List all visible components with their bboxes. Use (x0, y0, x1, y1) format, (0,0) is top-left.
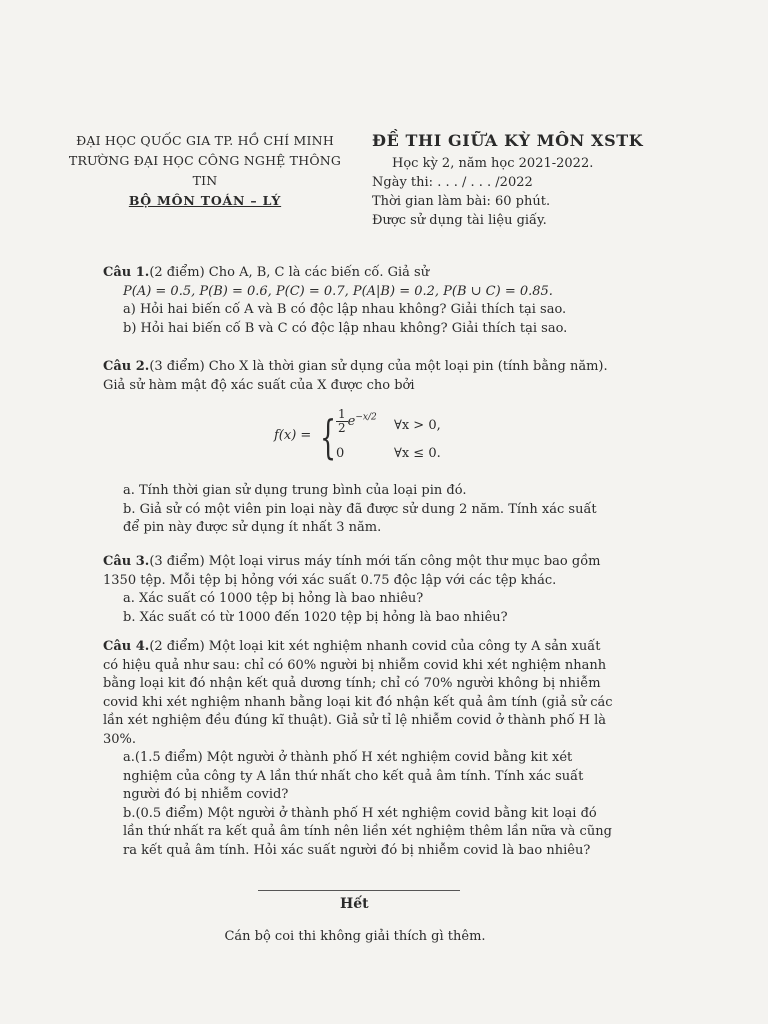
question-4-part-b: b.(0.5 điểm) Một người ở thành phố H xét nghiệm covid bằng kit loại đó lần thứ nhất ra kết quả âm tính nên liền xét nghiệm thêm lần nữa và cũng ra kết quả âm tính. Hỏi xác suất người đó bị nhiễm covid là bao nhiêu? (123, 805, 612, 858)
header-institution (60, 131, 350, 211)
question-1 (103, 264, 613, 338)
exam-title: ĐỀ THI GIỮA KỲ MÔN XSTK (372, 131, 644, 150)
question-2-part-a: a. Tính thời gian sử dụng trung bình của loại pin đó. (123, 483, 467, 498)
question-3-label: Câu 3. (103, 554, 150, 569)
question-3-intro: (3 điểm) Một loại virus máy tính mới tấn công một thư mục bao gồm 1350 tệp. Mỗi tệp bị hỏng với xác suất 0.75 độc lập với các tệp khác. (103, 554, 601, 588)
question-1-part-a: a) Hỏi hai biến cố A và B có độc lập nhau không? Giải thích tại sao. (123, 302, 567, 317)
formula-fraction (336, 408, 348, 435)
formula-case-2 (336, 446, 441, 461)
question-4 (103, 638, 613, 860)
question-3 (103, 553, 613, 627)
question-4-part-a: a.(1.5 điểm) Một người ở thành phố H xét nghiệm covid bằng kit xét nghiệm của công ty A lần thứ nhất cho kết quả âm tính. Tính xác suất người đó bị nhiễm covid? (123, 750, 584, 802)
question-3-part-a: a. Xác suất có 1000 tệp bị hỏng là bao nhiêu? (123, 591, 424, 606)
end-divider (258, 890, 460, 891)
question-1-intro: (2 điểm) Cho A, B, C là các biến cố. Giả sử (149, 265, 430, 280)
question-2-part-b: b. Giả sử có một viên pin loại này đã được sử dung 2 năm. Tính xác suất để pin này được sử dụng ít nhất 3 năm. (123, 501, 597, 535)
question-2 (103, 358, 613, 395)
exam-date: Ngày thi: . . . / . . . /2022 (372, 175, 533, 190)
formula-condition-1: ∀x > 0, (394, 418, 441, 433)
proctor-note: Cán bộ coi thi không giải thích gì thêm. (224, 929, 486, 944)
question-4-label: Câu 4. (103, 639, 150, 654)
header-exam-info (372, 130, 702, 230)
fraction-denominator: 2 (338, 421, 346, 435)
question-3-part-b: b. Xác suất có từ 1000 đến 1020 tệp bị hỏng là bao nhiêu? (123, 609, 508, 625)
exam-duration: Thời gian làm bài: 60 phút. (372, 194, 551, 209)
formula-exp-base: e (347, 414, 356, 429)
question-2-label: Câu 2. (103, 359, 150, 374)
formula-condition-2: ∀x ≤ 0. (394, 446, 441, 461)
formula-exponent: −x/2 (355, 412, 377, 423)
question-4-intro: (2 điểm) Một loại kit xét nghiệm nhanh covid của công ty A sản xuất có hiệu quả như sau: chỉ có 60% người bị nhiễm covid khi xét nghiệm nhanh bằng loại kit đó nhận kết quả dương tính; chỉ có 70% người không bị nhiễm covid khi xét nghiệm nhanh bằng loại kit đó nhận kết quả âm tính (giả sử các lần xét nghiệm đều đúng kĩ thuật). Giả sử tỉ lệ nhiễm covid ở thành phố H là 30%. (103, 639, 613, 747)
formula-brace: { (320, 410, 337, 464)
school-name: TRƯỜNG ĐẠI HỌC CÔNG NGHỆ THÔNG TIN (68, 153, 342, 188)
exam-semester: Học kỳ 2, năm học 2021-2022. (392, 156, 594, 171)
question-1-part-b: b) Hỏi hai biến cố B và C có độc lập nhau không? Giải thích tại sao. (123, 320, 568, 336)
exam-materials: Được sử dụng tài liệu giấy. (372, 213, 547, 228)
question-2-parts (103, 482, 613, 538)
department-name: BỘ MÔN TOÁN – LÝ (128, 193, 282, 208)
formula-case-2-value: 0 (336, 446, 345, 461)
question-2-intro: (3 điểm) Cho X là thời gian sử dụng của một loại pin (tính bằng năm). Giả sử hàm mật độ xác suất của X được cho bởi (103, 359, 608, 393)
end-marker: Hết (340, 896, 369, 912)
question-1-given: P(A) = 0.5, P(B) = 0.6, P(C) = 0.7, P(A|B) = 0.2, P(B ∪ C) = 0.85. (123, 283, 553, 299)
formula-lhs: f(x) = (274, 428, 312, 443)
formula-case-1 (336, 407, 441, 435)
question-1-label: Câu 1. (103, 265, 150, 280)
fraction-numerator: 1 (338, 407, 346, 421)
university-name: ĐẠI HỌC QUỐC GIA TP. HỒ CHÍ MINH (76, 133, 334, 148)
